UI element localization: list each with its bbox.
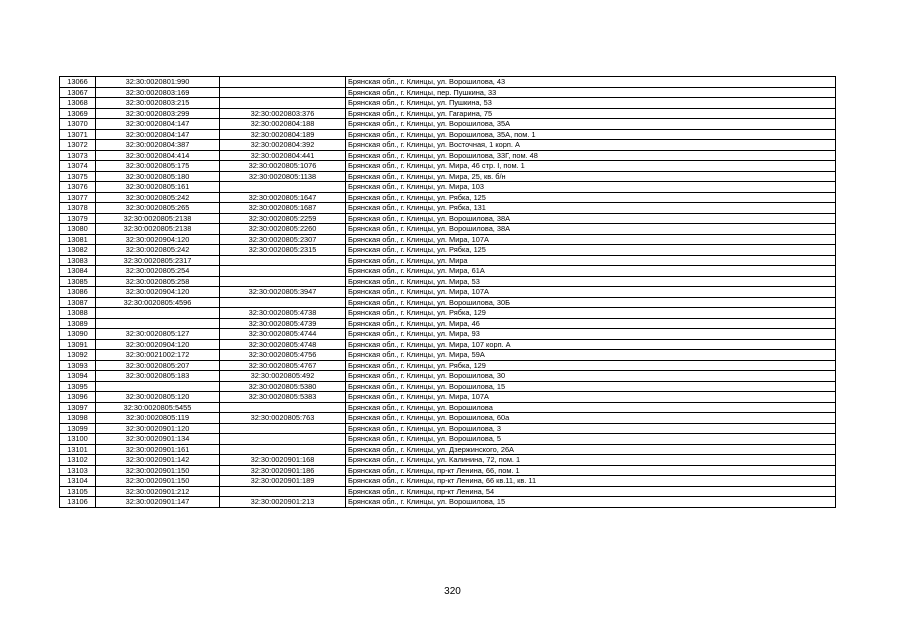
address-cell: Брянская обл., г. Клинцы, ул. Мира, 53 (346, 276, 836, 287)
table-row (60, 497, 836, 508)
address-cell: Брянская обл., г. Клинцы, ул. Пушкина, 53 (346, 98, 836, 109)
parcel-cadastral-cell: 32:30:0020901:134 (96, 434, 220, 445)
parcel-cadastral-cell: 32:30:0020805:258 (96, 276, 220, 287)
table-row (60, 182, 836, 193)
parcel-cadastral-cell: 32:30:0020805:119 (96, 413, 220, 424)
building-cadastral-cell (220, 182, 346, 193)
address-cell: Брянская обл., г. Клинцы, ул. Мира, 103 (346, 182, 836, 193)
row-number-cell: 13099 (60, 423, 96, 434)
table-row (60, 98, 836, 109)
address-cell: Брянская обл., г. Клинцы, ул. Мира (346, 255, 836, 266)
table-row (60, 486, 836, 497)
building-cadastral-cell: 32:30:0020805:4756 (220, 350, 346, 361)
building-cadastral-cell (220, 276, 346, 287)
building-cadastral-cell (220, 98, 346, 109)
building-cadastral-cell: 32:30:0020805:4738 (220, 308, 346, 319)
building-cadastral-cell: 32:30:0020901:186 (220, 465, 346, 476)
building-cadastral-cell: 32:30:0020805:492 (220, 371, 346, 382)
parcel-cadastral-cell: 32:30:0020805:161 (96, 182, 220, 193)
row-number-cell: 13088 (60, 308, 96, 319)
parcel-cadastral-cell: 32:30:0021002:172 (96, 350, 220, 361)
table-row (60, 381, 836, 392)
parcel-cadastral-cell: 32:30:0020803:299 (96, 108, 220, 119)
building-cadastral-cell (220, 77, 346, 88)
property-table-body (60, 77, 836, 508)
table-row (60, 266, 836, 277)
address-cell: Брянская обл., г. Клинцы, ул. Ворошилова, 35А, пом. 1 (346, 129, 836, 140)
row-number-cell: 13106 (60, 497, 96, 508)
parcel-cadastral-cell: 32:30:0020805:2317 (96, 255, 220, 266)
parcel-cadastral-cell: 32:30:0020805:265 (96, 203, 220, 214)
table-row (60, 129, 836, 140)
building-cadastral-cell (220, 266, 346, 277)
address-cell: Брянская обл., г. Клинцы, пр-кт Ленина, 66, пом. 1 (346, 465, 836, 476)
row-number-cell: 13066 (60, 77, 96, 88)
row-number-cell: 13082 (60, 245, 96, 256)
parcel-cadastral-cell (96, 308, 220, 319)
row-number-cell: 13078 (60, 203, 96, 214)
row-number-cell: 13089 (60, 318, 96, 329)
row-number-cell: 13081 (60, 234, 96, 245)
table-row (60, 171, 836, 182)
address-cell: Брянская обл., г. Клинцы, ул. Ворошилова, 38А (346, 224, 836, 235)
row-number-cell: 13101 (60, 444, 96, 455)
building-cadastral-cell (220, 87, 346, 98)
address-cell: Брянская обл., г. Клинцы, ул. Мира, 107 корп. А (346, 339, 836, 350)
building-cadastral-cell: 32:30:0020805:5383 (220, 392, 346, 403)
address-cell: Брянская обл., г. Клинцы, ул. Рябка, 131 (346, 203, 836, 214)
row-number-cell: 13093 (60, 360, 96, 371)
building-cadastral-cell (220, 297, 346, 308)
address-cell: Брянская обл., г. Клинцы, ул. Рябка, 125 (346, 192, 836, 203)
parcel-cadastral-cell: 32:30:0020805:5455 (96, 402, 220, 413)
table-row (60, 392, 836, 403)
parcel-cadastral-cell: 32:30:0020901:150 (96, 476, 220, 487)
building-cadastral-cell: 32:30:0020805:3947 (220, 287, 346, 298)
address-cell: Брянская обл., г. Клинцы, ул. Рябка, 129 (346, 360, 836, 371)
parcel-cadastral-cell: 32:30:0020804:147 (96, 129, 220, 140)
row-number-cell: 13072 (60, 140, 96, 151)
row-number-cell: 13102 (60, 455, 96, 466)
building-cadastral-cell: 32:30:0020805:1076 (220, 161, 346, 172)
building-cadastral-cell: 32:30:0020805:4748 (220, 339, 346, 350)
building-cadastral-cell: 32:30:0020805:2307 (220, 234, 346, 245)
table-row (60, 234, 836, 245)
table-row (60, 108, 836, 119)
parcel-cadastral-cell (96, 381, 220, 392)
table-row (60, 402, 836, 413)
building-cadastral-cell (220, 434, 346, 445)
parcel-cadastral-cell: 32:30:0020805:175 (96, 161, 220, 172)
address-cell: Брянская обл., г. Клинцы, ул. Мира, 25, кв. б/н (346, 171, 836, 182)
property-table (59, 76, 836, 508)
building-cadastral-cell (220, 255, 346, 266)
parcel-cadastral-cell: 32:30:0020901:147 (96, 497, 220, 508)
parcel-cadastral-cell: 32:30:0020805:2138 (96, 224, 220, 235)
row-number-cell: 13084 (60, 266, 96, 277)
row-number-cell: 13097 (60, 402, 96, 413)
building-cadastral-cell (220, 402, 346, 413)
parcel-cadastral-cell: 32:30:0020804:387 (96, 140, 220, 151)
building-cadastral-cell: 32:30:0020805:2315 (220, 245, 346, 256)
address-cell: Брянская обл., г. Клинцы, ул. Дзержинского, 26А (346, 444, 836, 455)
address-cell: Брянская обл., г. Клинцы, ул. Ворошилова, 30 (346, 371, 836, 382)
page-number: 320 (444, 586, 461, 597)
address-cell: Брянская обл., г. Клинцы, пр-кт Ленина, 54 (346, 486, 836, 497)
row-number-cell: 13087 (60, 297, 96, 308)
table-row (60, 245, 836, 256)
row-number-cell: 13083 (60, 255, 96, 266)
address-cell: Брянская обл., г. Клинцы, ул. Рябка, 129 (346, 308, 836, 319)
parcel-cadastral-cell: 32:30:0020804:414 (96, 150, 220, 161)
building-cadastral-cell: 32:30:0020804:392 (220, 140, 346, 151)
table-row (60, 297, 836, 308)
building-cadastral-cell: 32:30:0020805:2259 (220, 213, 346, 224)
row-number-cell: 13076 (60, 182, 96, 193)
building-cadastral-cell: 32:30:0020805:763 (220, 413, 346, 424)
row-number-cell: 13098 (60, 413, 96, 424)
building-cadastral-cell: 32:30:0020804:188 (220, 119, 346, 130)
table-row (60, 161, 836, 172)
address-cell: Брянская обл., г. Клинцы, ул. Калинина, 72, пом. 1 (346, 455, 836, 466)
table-row (60, 465, 836, 476)
parcel-cadastral-cell: 32:30:0020803:169 (96, 87, 220, 98)
address-cell: Брянская обл., г. Клинцы, ул. Мира, 107А (346, 287, 836, 298)
parcel-cadastral-cell: 32:30:0020901:212 (96, 486, 220, 497)
row-number-cell: 13096 (60, 392, 96, 403)
parcel-cadastral-cell: 32:30:0020904:120 (96, 339, 220, 350)
row-number-cell: 13067 (60, 87, 96, 98)
parcel-cadastral-cell: 32:30:0020901:120 (96, 423, 220, 434)
parcel-cadastral-cell: 32:30:0020805:207 (96, 360, 220, 371)
parcel-cadastral-cell: 32:30:0020901:150 (96, 465, 220, 476)
row-number-cell: 13104 (60, 476, 96, 487)
building-cadastral-cell: 32:30:0020803:376 (220, 108, 346, 119)
address-cell: Брянская обл., г. Клинцы, ул. Ворошилова, 3 (346, 423, 836, 434)
address-cell: Брянская обл., г. Клинцы, ул. Мира, 107А (346, 234, 836, 245)
table-row (60, 276, 836, 287)
address-cell: Брянская обл., г. Клинцы, пер. Пушкина, 33 (346, 87, 836, 98)
building-cadastral-cell: 32:30:0020805:1138 (220, 171, 346, 182)
table-row (60, 413, 836, 424)
row-number-cell: 13103 (60, 465, 96, 476)
building-cadastral-cell: 32:30:0020805:5380 (220, 381, 346, 392)
building-cadastral-cell (220, 444, 346, 455)
table-row (60, 350, 836, 361)
building-cadastral-cell: 32:30:0020901:168 (220, 455, 346, 466)
address-cell: Брянская обл., г. Клинцы, ул. Мира, 46 стр. I, пом. 1 (346, 161, 836, 172)
building-cadastral-cell: 32:30:0020805:2260 (220, 224, 346, 235)
building-cadastral-cell (220, 486, 346, 497)
building-cadastral-cell: 32:30:0020901:189 (220, 476, 346, 487)
row-number-cell: 13071 (60, 129, 96, 140)
row-number-cell: 13069 (60, 108, 96, 119)
table-row (60, 360, 836, 371)
table-row (60, 203, 836, 214)
address-cell: Брянская обл., г. Клинцы, ул. Гагарина, 75 (346, 108, 836, 119)
row-number-cell: 13105 (60, 486, 96, 497)
parcel-cadastral-cell: 32:30:0020805:4596 (96, 297, 220, 308)
parcel-cadastral-cell: 32:30:0020803:215 (96, 98, 220, 109)
building-cadastral-cell (220, 423, 346, 434)
row-number-cell: 13080 (60, 224, 96, 235)
table-row (60, 150, 836, 161)
address-cell: Брянская обл., г. Клинцы, ул. Ворошилова, 5 (346, 434, 836, 445)
table-row (60, 423, 836, 434)
table-row (60, 308, 836, 319)
row-number-cell: 13091 (60, 339, 96, 350)
table-row (60, 77, 836, 88)
address-cell: Брянская обл., г. Клинцы, ул. Ворошилова, 60а (346, 413, 836, 424)
row-number-cell: 13094 (60, 371, 96, 382)
parcel-cadastral-cell: 32:30:0020801:990 (96, 77, 220, 88)
parcel-cadastral-cell: 32:30:0020904:120 (96, 234, 220, 245)
address-cell: Брянская обл., г. Клинцы, ул. Ворошилова (346, 402, 836, 413)
address-cell: Брянская обл., г. Клинцы, ул. Мира, 61А (346, 266, 836, 277)
table-row (60, 287, 836, 298)
building-cadastral-cell: 32:30:0020804:441 (220, 150, 346, 161)
address-cell: Брянская обл., г. Клинцы, ул. Ворошилова, 43 (346, 77, 836, 88)
parcel-cadastral-cell: 32:30:0020805:242 (96, 245, 220, 256)
table-row (60, 329, 836, 340)
row-number-cell: 13070 (60, 119, 96, 130)
address-cell: Брянская обл., г. Клинцы, ул. Ворошилова, 15 (346, 497, 836, 508)
parcel-cadastral-cell: 32:30:0020805:183 (96, 371, 220, 382)
building-cadastral-cell: 32:30:0020805:1687 (220, 203, 346, 214)
table-row (60, 455, 836, 466)
parcel-cadastral-cell: 32:30:0020904:120 (96, 287, 220, 298)
building-cadastral-cell: 32:30:0020805:1647 (220, 192, 346, 203)
parcel-cadastral-cell: 32:30:0020805:254 (96, 266, 220, 277)
table-row (60, 371, 836, 382)
row-number-cell: 13068 (60, 98, 96, 109)
row-number-cell: 13079 (60, 213, 96, 224)
row-number-cell: 13086 (60, 287, 96, 298)
table-row (60, 213, 836, 224)
row-number-cell: 13100 (60, 434, 96, 445)
address-cell: Брянская обл., г. Клинцы, ул. Ворошилова, 35А (346, 119, 836, 130)
row-number-cell: 13090 (60, 329, 96, 340)
parcel-cadastral-cell: 32:30:0020805:180 (96, 171, 220, 182)
parcel-cadastral-cell: 32:30:0020901:161 (96, 444, 220, 455)
address-cell: Брянская обл., г. Клинцы, ул. Ворошилова, 38А (346, 213, 836, 224)
row-number-cell: 13075 (60, 171, 96, 182)
parcel-cadastral-cell: 32:30:0020805:120 (96, 392, 220, 403)
parcel-cadastral-cell: 32:30:0020805:2138 (96, 213, 220, 224)
table-row (60, 87, 836, 98)
parcel-cadastral-cell: 32:30:0020805:242 (96, 192, 220, 203)
building-cadastral-cell: 32:30:0020805:4744 (220, 329, 346, 340)
parcel-cadastral-cell: 32:30:0020804:147 (96, 119, 220, 130)
address-cell: Брянская обл., г. Клинцы, пр-кт Ленина, 66 кв.11, кв. 11 (346, 476, 836, 487)
address-cell: Брянская обл., г. Клинцы, ул. Мира, 93 (346, 329, 836, 340)
table-row (60, 255, 836, 266)
address-cell: Брянская обл., г. Клинцы, ул. Ворошилова, 15 (346, 381, 836, 392)
table-row (60, 318, 836, 329)
table-row (60, 224, 836, 235)
parcel-cadastral-cell: 32:30:0020901:142 (96, 455, 220, 466)
address-cell: Брянская обл., г. Клинцы, ул. Ворошилова, 33Г, пом. 48 (346, 150, 836, 161)
building-cadastral-cell: 32:30:0020901:213 (220, 497, 346, 508)
row-number-cell: 13077 (60, 192, 96, 203)
table-row (60, 434, 836, 445)
address-cell: Брянская обл., г. Клинцы, ул. Мира, 46 (346, 318, 836, 329)
address-cell: Брянская обл., г. Клинцы, ул. Мира, 59А (346, 350, 836, 361)
address-cell: Брянская обл., г. Клинцы, ул. Ворошилова, 30Б (346, 297, 836, 308)
row-number-cell: 13092 (60, 350, 96, 361)
address-cell: Брянская обл., г. Клинцы, ул. Рябка, 125 (346, 245, 836, 256)
parcel-cadastral-cell (96, 318, 220, 329)
row-number-cell: 13085 (60, 276, 96, 287)
building-cadastral-cell: 32:30:0020805:4739 (220, 318, 346, 329)
table-row (60, 476, 836, 487)
address-cell: Брянская обл., г. Клинцы, ул. Восточная, 1 корп. А (346, 140, 836, 151)
table-row (60, 339, 836, 350)
parcel-cadastral-cell: 32:30:0020805:127 (96, 329, 220, 340)
building-cadastral-cell: 32:30:0020804:189 (220, 129, 346, 140)
address-cell: Брянская обл., г. Клинцы, ул. Мира, 107А (346, 392, 836, 403)
table-row (60, 444, 836, 455)
row-number-cell: 13074 (60, 161, 96, 172)
building-cadastral-cell: 32:30:0020805:4767 (220, 360, 346, 371)
row-number-cell: 13095 (60, 381, 96, 392)
table-row (60, 140, 836, 151)
row-number-cell: 13073 (60, 150, 96, 161)
table-row (60, 119, 836, 130)
table-row (60, 192, 836, 203)
